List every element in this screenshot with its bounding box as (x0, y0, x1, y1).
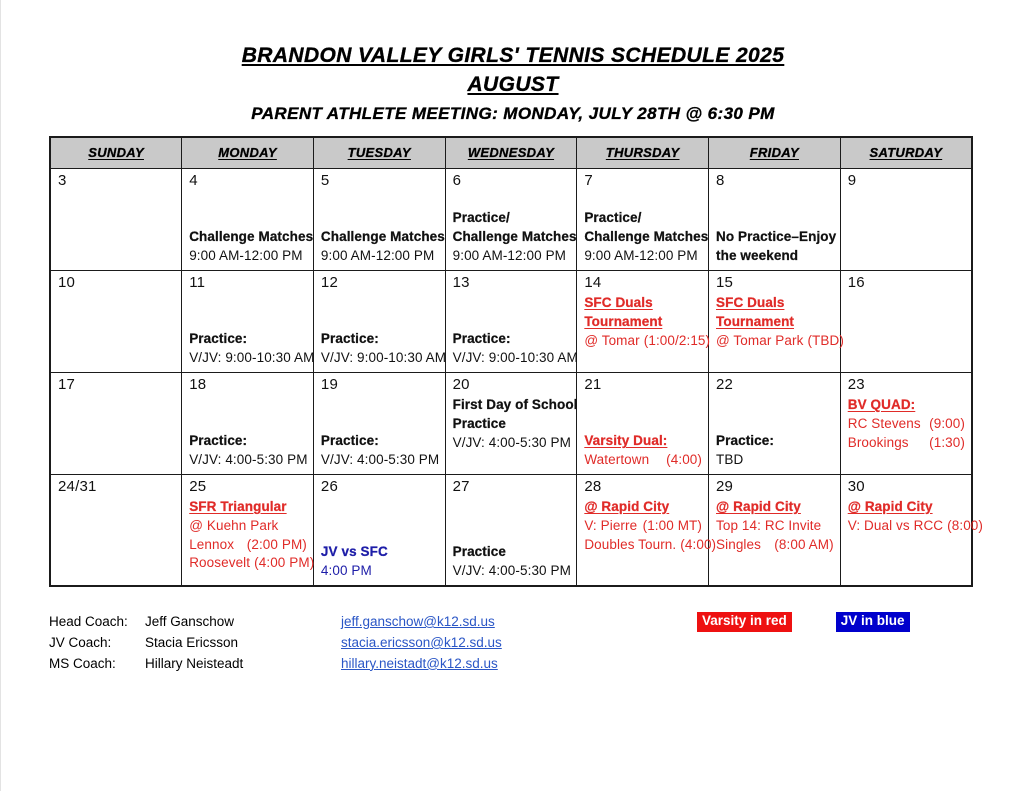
day-entry-line (584, 517, 702, 536)
day-number: 8 (716, 172, 725, 189)
parent-meeting-note: PARENT ATHLETE MEETING: MONDAY, JULY 28TH @ 6:30 PM (251, 103, 775, 123)
day-entry-line: Top 14: RC Invite (716, 517, 822, 533)
day-entry-line: No Practice–Enjoy (716, 229, 837, 245)
day-entry-line: Practice: (189, 331, 248, 347)
calendar-container (49, 136, 984, 587)
coach-name: Jeff Ganschow (145, 614, 235, 629)
day-entry-line (584, 451, 702, 470)
day-header-saturday (840, 137, 972, 169)
day-number: 15 (716, 274, 734, 291)
coach-role-label: Head Coach: (49, 614, 128, 629)
day-number: 4 (189, 172, 198, 189)
calendar-week-row (50, 169, 972, 271)
day-entry-line (584, 332, 711, 351)
coach-role-label: MS Coach: (49, 655, 116, 671)
entry-text: @ Tomar Park (716, 332, 804, 348)
day-entry-line (716, 536, 834, 555)
day-entries (716, 432, 834, 471)
day-entries (320, 228, 445, 267)
day-entry-line: V/JV: 4:00-5:30 PM (320, 452, 440, 468)
day-number: 10 (58, 274, 76, 291)
day-cell-content (841, 271, 971, 372)
day-entry-line (716, 332, 844, 351)
calendar-day-cell[interactable] (840, 475, 984, 587)
day-number: 14 (584, 274, 602, 291)
day-cell-content (709, 373, 840, 474)
day-entry-line (848, 434, 965, 453)
entry-text: RC Stevens (847, 415, 921, 431)
day-entry-line: Tournament (584, 313, 663, 329)
calendar-day-cell[interactable] (50, 169, 182, 271)
day-number: 24/31 (58, 478, 97, 495)
day-entries (452, 330, 578, 369)
day-entry-line: Practice (452, 415, 506, 431)
calendar-day-cell[interactable] (577, 475, 717, 587)
day-entry-line: Practice: (716, 433, 774, 449)
day-entries (584, 432, 702, 471)
calendar-week-row (50, 475, 972, 587)
day-header-label: SATURDAY (869, 145, 943, 160)
day-number: 11 (189, 274, 206, 291)
day-entry-line: SFR Triangular (189, 498, 287, 514)
day-entries (58, 368, 175, 369)
day-number: 5 (320, 172, 330, 189)
calendar-day-cell[interactable] (840, 271, 972, 373)
entry-time: (4:00 PM) (254, 555, 315, 571)
day-header-label: THURSDAY (605, 145, 680, 160)
day-entry-line (847, 517, 984, 536)
day-header-monday (182, 137, 314, 169)
day-entry-line: First Day of School (452, 396, 578, 412)
day-entry-line: SFC Duals (584, 294, 653, 310)
entry-time: (9:00) (929, 415, 965, 431)
entry-text: Watertown (584, 452, 650, 468)
calendar-day-cell[interactable] (709, 271, 844, 373)
day-entries (716, 228, 837, 267)
day-entries (716, 294, 844, 352)
day-header-label: WEDNESDAY (467, 145, 555, 160)
entry-time: (4:00) (680, 536, 717, 552)
calendar-week-row (50, 271, 972, 373)
day-entries (58, 470, 175, 471)
day-entry-line (189, 554, 315, 573)
day-entries (584, 209, 709, 267)
day-number: 23 (847, 376, 865, 393)
day-entry-line (848, 415, 965, 434)
day-entry-line: V/JV: 9:00-10:30 AM (320, 350, 447, 366)
entry-time: (8:00) (947, 517, 984, 533)
day-entries (453, 543, 571, 582)
calendar-day-cell[interactable] (709, 373, 841, 475)
day-entry-line: Challenge Matches (189, 229, 314, 245)
day-number: 6 (452, 172, 462, 189)
day-entries (584, 498, 717, 556)
day-number: 12 (320, 274, 338, 291)
day-entries (848, 368, 965, 369)
day-number: 25 (189, 478, 207, 495)
entry-text: Doubles Tourn. (584, 536, 677, 552)
calendar-day-cell[interactable] (50, 475, 182, 587)
day-cell-content (446, 475, 577, 585)
coach-email-link[interactable]: stacia.ericsson@k12.sd.us (341, 634, 502, 650)
day-entries (321, 432, 439, 471)
day-number: 7 (584, 172, 593, 189)
day-header-label: SUNDAY (88, 145, 144, 160)
day-entry-line: Challenge Matches (584, 229, 709, 245)
day-entry-line: the weekend (716, 248, 799, 264)
day-number: 18 (189, 376, 207, 393)
day-entry-line: V/JV: 9:00-10:30 AM (452, 350, 578, 366)
coach-name: Stacia Ericsson (145, 634, 239, 650)
calendar-day-cell[interactable] (445, 475, 577, 587)
day-entry-line: @ Kuehn Park (189, 517, 279, 533)
entry-text: @ Tomar (584, 332, 640, 348)
day-number: 22 (716, 376, 734, 393)
calendar-day-cell[interactable] (840, 373, 972, 475)
day-cell-content (577, 373, 708, 474)
day-entry-line: 9:00 AM-12:00 PM (320, 248, 435, 264)
day-header-wednesday (445, 137, 577, 169)
entry-text: V: Dual vs RCC (847, 517, 944, 533)
legend-badge-red: Varsity in red (697, 612, 792, 632)
calendar-day-cell[interactable] (445, 169, 577, 271)
entry-time: (1:30) (929, 434, 965, 450)
day-number: 13 (452, 274, 470, 291)
day-number: 20 (452, 376, 470, 393)
calendar-day-cell[interactable] (577, 271, 709, 373)
coach-email-link[interactable]: hillary.neistadt@k12.sd.us (341, 655, 498, 671)
day-entry-line: JV vs SFC (320, 544, 388, 560)
day-cell-content (446, 271, 577, 372)
day-entries (847, 498, 984, 537)
day-header-tuesday (313, 137, 445, 169)
calendar-day-cell[interactable] (182, 169, 314, 271)
day-entry-line: Practice/ (584, 210, 642, 226)
calendar-day-cell[interactable] (313, 169, 445, 271)
day-entry-line: Varsity Dual: (584, 433, 668, 449)
entry-text: Roosevelt (189, 555, 251, 571)
day-entry-line: @ Rapid City (716, 498, 801, 514)
calendar-day-cell[interactable] (182, 373, 314, 475)
calendar-header-row (50, 137, 972, 169)
day-entry-line: @ Rapid City (847, 498, 933, 514)
day-entries (584, 294, 711, 352)
calendar-day-cell[interactable] (445, 373, 577, 475)
day-entry-line: Practice (452, 544, 506, 560)
day-cell-content (841, 169, 971, 270)
calendar-day-cell[interactable] (50, 271, 182, 373)
day-cell-content (446, 169, 577, 270)
day-cell-content (314, 475, 445, 585)
coach-row (49, 633, 979, 654)
entry-text: Lennox (189, 536, 235, 552)
entry-time: (8:00 AM) (774, 536, 834, 552)
day-cell-content (314, 373, 445, 474)
day-entry-line: 9:00 AM-12:00 PM (584, 248, 698, 264)
day-header-sunday (50, 137, 182, 169)
day-number: 27 (452, 478, 470, 495)
day-header-thursday (577, 137, 709, 169)
calendar-day-cell[interactable] (577, 169, 709, 271)
calendar-day-cell[interactable] (313, 271, 445, 373)
day-entry-line: Practice: (320, 331, 379, 347)
day-entries (848, 396, 965, 454)
day-number: 30 (847, 478, 865, 495)
day-number: 3 (58, 172, 67, 189)
day-cell-content (709, 475, 840, 585)
day-cell-content (51, 169, 181, 270)
calendar-day-cell[interactable] (577, 373, 709, 475)
entry-time: (4:00) (666, 452, 703, 468)
day-entry-line: @ Rapid City (584, 498, 670, 514)
day-entry-line: 4:00 PM (320, 563, 372, 579)
footer (49, 612, 979, 675)
day-cell-content (577, 169, 708, 270)
day-header-friday (709, 137, 841, 169)
entry-text: Brookings (847, 434, 909, 450)
day-cell-content (182, 373, 313, 474)
day-number: 17 (58, 376, 76, 393)
day-entries (58, 266, 175, 267)
day-entry-line: Challenge Matches (452, 229, 577, 245)
day-header-label: FRIDAY (749, 145, 799, 160)
coach-email-link[interactable]: jeff.ganschow@k12.sd.us (341, 614, 495, 629)
day-entry-line: Practice: (452, 331, 511, 347)
day-cell-content (577, 271, 711, 372)
day-entries (320, 330, 447, 369)
day-entry-line: Practice: (320, 433, 379, 449)
day-entry-line: 9:00 AM-12:00 PM (452, 248, 567, 264)
day-entry-line: Practice/ (452, 210, 510, 226)
day-entry-line: V/JV: 9:00-10:30 AM (189, 350, 315, 366)
day-entries (189, 432, 307, 471)
day-number: 19 (320, 376, 338, 393)
day-entry-line (189, 536, 307, 555)
page-title: BRANDON VALLEY GIRLS' TENNIS SCHEDULE 2025 (241, 44, 785, 67)
legend (697, 612, 997, 632)
calendar-day-cell[interactable] (709, 169, 841, 271)
day-cell-content (314, 271, 445, 372)
day-cell-content (446, 373, 577, 474)
day-cell-content (182, 169, 313, 270)
day-entries (189, 330, 315, 369)
day-cell-content (182, 271, 313, 372)
day-header-label: MONDAY (218, 145, 277, 160)
day-entry-line: V/JV: 4:00-5:30 PM (189, 452, 308, 468)
calendar-day-cell[interactable] (182, 271, 314, 373)
calendar-day-cell[interactable] (445, 271, 577, 373)
day-cell-content (314, 169, 445, 270)
entry-time: (1:00/2:15) (643, 332, 711, 348)
day-number: 9 (847, 172, 857, 189)
day-number: 29 (716, 478, 734, 495)
day-entry-line: Practice: (189, 433, 248, 449)
calendar-day-cell[interactable] (313, 373, 445, 475)
day-cell-content (709, 169, 840, 270)
coach-row (49, 654, 979, 675)
day-entry-line (584, 536, 717, 555)
day-entry-line: V/JV: 4:00-5:30 PM (452, 563, 571, 579)
day-entries (452, 209, 577, 267)
day-cell-content (577, 475, 717, 585)
entry-time: (2:00 PM) (246, 536, 307, 552)
day-entries (189, 228, 314, 267)
calendar-day-cell[interactable] (50, 373, 182, 475)
coach-role-label: JV Coach: (49, 634, 112, 650)
day-entries (848, 266, 965, 267)
day-entries (321, 543, 439, 582)
coach-name: Hillary Neisteadt (145, 655, 244, 671)
day-entry-line: V/JV: 4:00-5:30 PM (452, 434, 571, 450)
entry-text: V: Pierre (584, 517, 638, 533)
day-entries (716, 498, 834, 556)
day-entries (452, 396, 578, 454)
calendar-day-cell[interactable] (182, 475, 314, 587)
day-entry-line: SFC Duals (716, 294, 785, 310)
entry-time: (1:00 MT) (642, 517, 703, 533)
day-cell-content (51, 373, 181, 474)
day-cell-content (841, 475, 984, 585)
page-header (1, 0, 1024, 124)
day-entry-line: Challenge Matches (320, 229, 445, 245)
calendar-day-cell[interactable] (709, 475, 841, 587)
month-title: AUGUST (467, 72, 559, 96)
day-number: 26 (320, 478, 338, 495)
day-cell-content (709, 271, 844, 372)
calendar-table (49, 136, 984, 587)
day-entries (189, 498, 315, 575)
day-entry-line: TBD (716, 452, 744, 468)
day-number: 16 (847, 274, 865, 291)
calendar-day-cell[interactable] (840, 169, 972, 271)
day-header-label: TUESDAY (347, 145, 411, 160)
day-cell-content (51, 271, 181, 372)
day-entry-line: Tournament (716, 313, 795, 329)
legend-badge-blue: JV in blue (836, 612, 910, 632)
day-number: 28 (584, 478, 602, 495)
day-cell-content (51, 475, 181, 585)
day-entry-line: BV QUAD: (847, 396, 916, 412)
day-cell-content (841, 373, 971, 474)
day-cell-content (182, 475, 313, 585)
day-entries (58, 581, 175, 582)
day-entry-line: 9:00 AM-12:00 PM (189, 248, 303, 264)
entry-time: (TBD) (807, 332, 844, 348)
calendar-week-row (50, 373, 972, 475)
day-number: 21 (584, 376, 602, 393)
entry-text: Singles (716, 536, 761, 552)
calendar-day-cell[interactable] (313, 475, 445, 587)
